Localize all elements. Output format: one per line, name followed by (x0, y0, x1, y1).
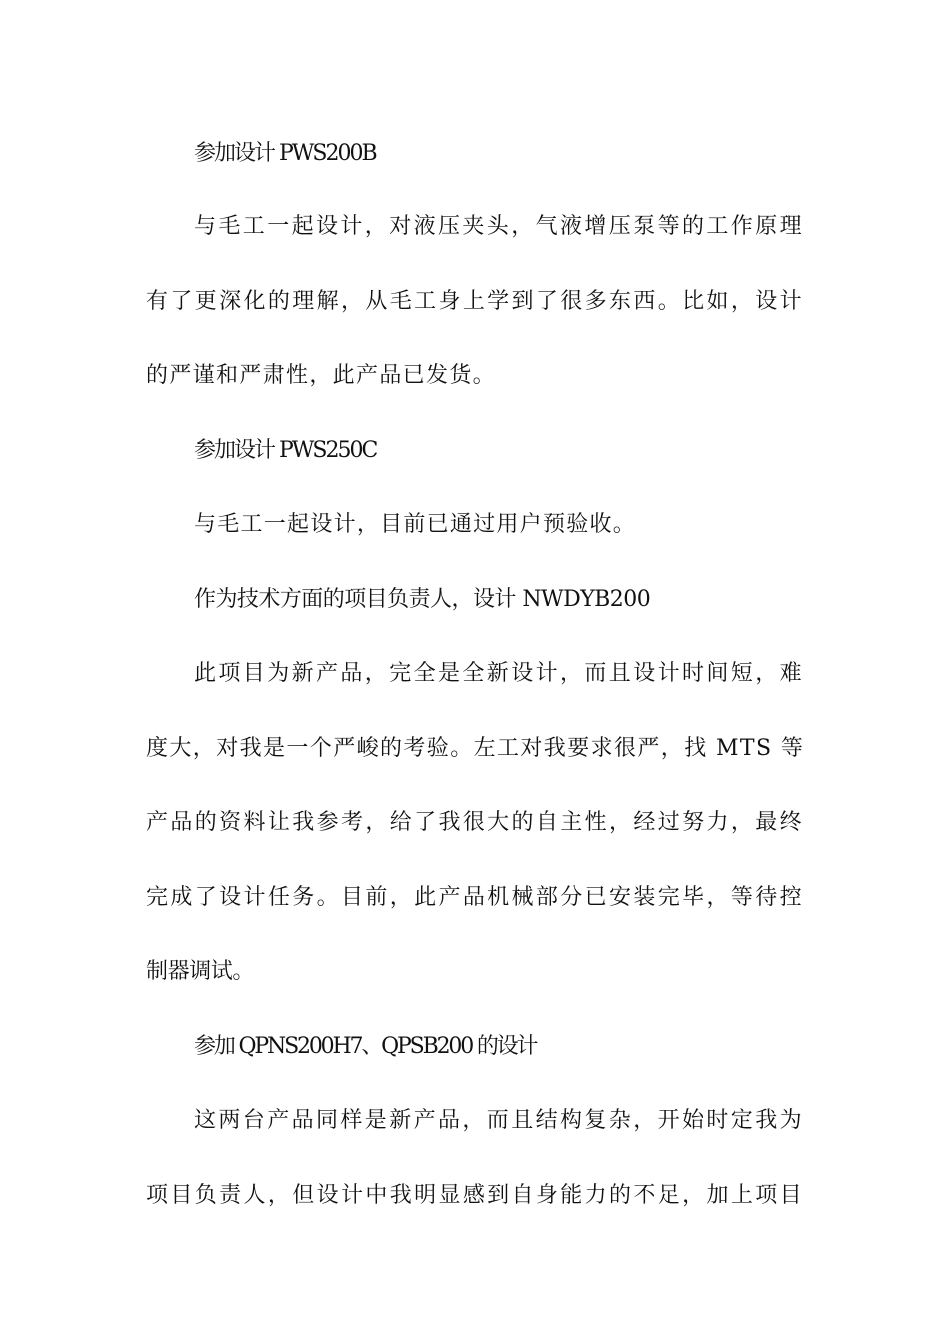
paragraph-line: 制器调试。 (146, 959, 255, 984)
heading-nwdyb200: 作为技术方面的项目负责人，设计 NWDYB200 (194, 587, 651, 612)
paragraph-line: 的严谨和严肃性，此产品已发货。 (146, 363, 497, 388)
paragraph-line: 完成了设计任务。目前，此产品机械部分已安装完毕，等待控 (146, 885, 805, 910)
paragraph-line: 度大，对我是一个严峻的考验。左工对我要求很严，找 MTS 等 (146, 736, 805, 761)
paragraph-line: 项目负责人，但设计中我明显感到自身能力的不足，加上项目 (146, 1183, 805, 1208)
heading-pws200b: 参加设计 PWS200B (194, 141, 376, 166)
paragraph-line: 有了更深化的理解，从毛工身上学到了很多东西。比如，设计 (146, 289, 805, 314)
paragraph-line: 与毛工一起设计，目前已通过用户预验收。 (194, 512, 637, 537)
paragraph-line: 这两台产品同样是新产品，而且结构复杂，开始时定我为 (194, 1108, 805, 1133)
paragraph-line: 此项目为新产品，完全是全新设计，而且设计时间短，难 (194, 661, 805, 686)
paragraph-line: 产品的资料让我参考，给了我很大的自主性，经过努力，最终 (146, 810, 805, 835)
paragraph-line: 与毛工一起设计，对液压夹头，气液增压泵等的工作原理 (194, 214, 805, 239)
heading-qpns200h7: 参加 QPNS200H7、QPSB200 的设计 (194, 1034, 537, 1059)
heading-pws250c: 参加设计 PWS250C (194, 438, 377, 463)
